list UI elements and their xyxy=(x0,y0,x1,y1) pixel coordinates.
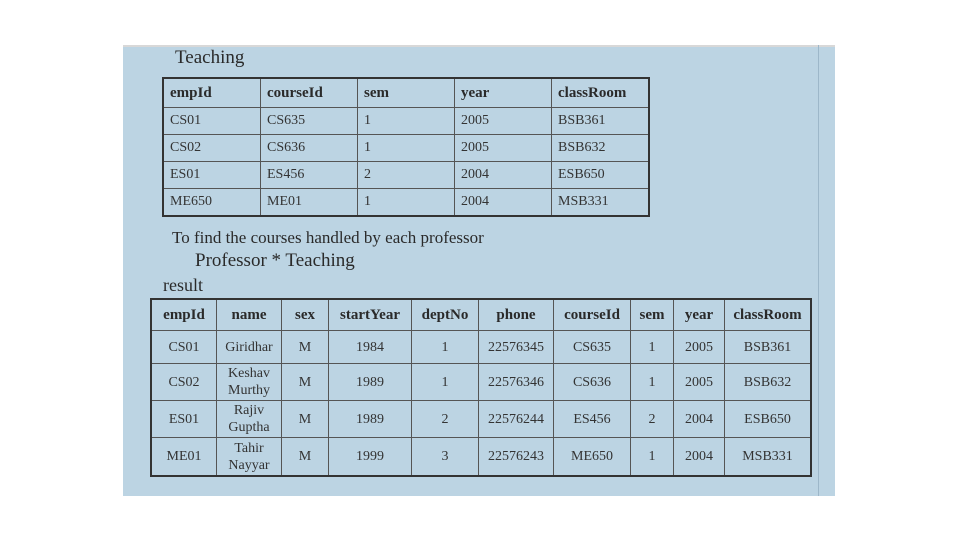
column-header: empId xyxy=(163,78,261,108)
table-cell: 1999 xyxy=(329,438,412,477)
query-description: To find the courses handled by each professor xyxy=(172,228,484,247)
table-cell: Rajiv Guptha xyxy=(217,401,282,438)
table-cell: 1 xyxy=(358,135,455,162)
table-cell: CS635 xyxy=(554,331,631,364)
column-header: empId xyxy=(151,299,217,331)
column-header: year xyxy=(455,78,552,108)
column-header: courseId xyxy=(554,299,631,331)
table-cell: 1989 xyxy=(329,401,412,438)
table-cell: ME01 xyxy=(151,438,217,477)
table-row xyxy=(151,438,811,477)
table-cell: 2004 xyxy=(455,162,552,189)
table-cell: Keshav Murthy xyxy=(217,364,282,401)
column-header: classRoom xyxy=(552,78,650,108)
table-cell: 2 xyxy=(358,162,455,189)
column-header: year xyxy=(674,299,725,331)
table-cell: CS01 xyxy=(151,331,217,364)
table-cell: 2005 xyxy=(455,135,552,162)
table-cell: 2 xyxy=(631,401,674,438)
column-header: classRoom xyxy=(725,299,812,331)
table-cell: 1 xyxy=(358,189,455,217)
table-cell: 22576346 xyxy=(479,364,554,401)
table-cell: BSB632 xyxy=(552,135,650,162)
table-row xyxy=(163,162,649,189)
table-cell: M xyxy=(282,331,329,364)
table-cell: ME650 xyxy=(163,189,261,217)
table-cell: CS02 xyxy=(151,364,217,401)
table-cell: 2005 xyxy=(674,331,725,364)
column-header: name xyxy=(217,299,282,331)
table-cell: ESB650 xyxy=(725,401,812,438)
column-header: startYear xyxy=(329,299,412,331)
table-cell: ES456 xyxy=(261,162,358,189)
table-cell: Giridhar xyxy=(217,331,282,364)
table-cell: 1 xyxy=(631,331,674,364)
table-cell: ES01 xyxy=(151,401,217,438)
table-cell: CS636 xyxy=(261,135,358,162)
table-cell: 3 xyxy=(412,438,479,477)
table-row xyxy=(151,401,811,438)
table-cell: BSB361 xyxy=(552,108,650,135)
result-table xyxy=(150,298,812,477)
table-row xyxy=(163,189,649,217)
query-expression: Professor * Teaching xyxy=(195,250,355,271)
table-cell: M xyxy=(282,438,329,477)
table-cell: 2004 xyxy=(674,401,725,438)
table-cell: 1 xyxy=(631,438,674,477)
column-header: sex xyxy=(282,299,329,331)
table-cell: ES01 xyxy=(163,162,261,189)
table-row xyxy=(163,135,649,162)
table-cell: MSB331 xyxy=(725,438,812,477)
table-cell: 1 xyxy=(412,331,479,364)
table-cell: BSB361 xyxy=(725,331,812,364)
table-cell: CS01 xyxy=(163,108,261,135)
table-row xyxy=(151,331,811,364)
table-cell: 22576244 xyxy=(479,401,554,438)
table-cell: BSB632 xyxy=(725,364,812,401)
table-cell: 22576243 xyxy=(479,438,554,477)
table-cell: CS636 xyxy=(554,364,631,401)
column-header: sem xyxy=(631,299,674,331)
column-header: deptNo xyxy=(412,299,479,331)
table-row xyxy=(163,108,649,135)
column-header: sem xyxy=(358,78,455,108)
result-label: result xyxy=(163,275,203,295)
table-cell: 2004 xyxy=(455,189,552,217)
table-cell: 1984 xyxy=(329,331,412,364)
table-cell: 1 xyxy=(412,364,479,401)
table-cell: 1989 xyxy=(329,364,412,401)
table-cell: CS02 xyxy=(163,135,261,162)
table-cell: 2004 xyxy=(674,438,725,477)
table-cell: CS635 xyxy=(261,108,358,135)
table-cell: ESB650 xyxy=(552,162,650,189)
table-cell: 2 xyxy=(412,401,479,438)
column-header: courseId xyxy=(261,78,358,108)
panel-edge xyxy=(818,45,819,496)
teaching-header-row xyxy=(163,78,649,108)
table-row xyxy=(151,364,811,401)
table-cell: 1 xyxy=(631,364,674,401)
table-cell: MSB331 xyxy=(552,189,650,217)
teaching-table xyxy=(162,77,650,217)
table-cell: M xyxy=(282,401,329,438)
table-cell: 2005 xyxy=(455,108,552,135)
table-cell: ME650 xyxy=(554,438,631,477)
table-cell: 1 xyxy=(358,108,455,135)
table-cell: 22576345 xyxy=(479,331,554,364)
table-cell: ME01 xyxy=(261,189,358,217)
result-header-row xyxy=(151,299,811,331)
table-cell: ES456 xyxy=(554,401,631,438)
table-cell: 2005 xyxy=(674,364,725,401)
column-header: phone xyxy=(479,299,554,331)
table-cell: Tahir Nayyar xyxy=(217,438,282,477)
table-cell: M xyxy=(282,364,329,401)
teaching-caption: Teaching xyxy=(175,47,245,68)
